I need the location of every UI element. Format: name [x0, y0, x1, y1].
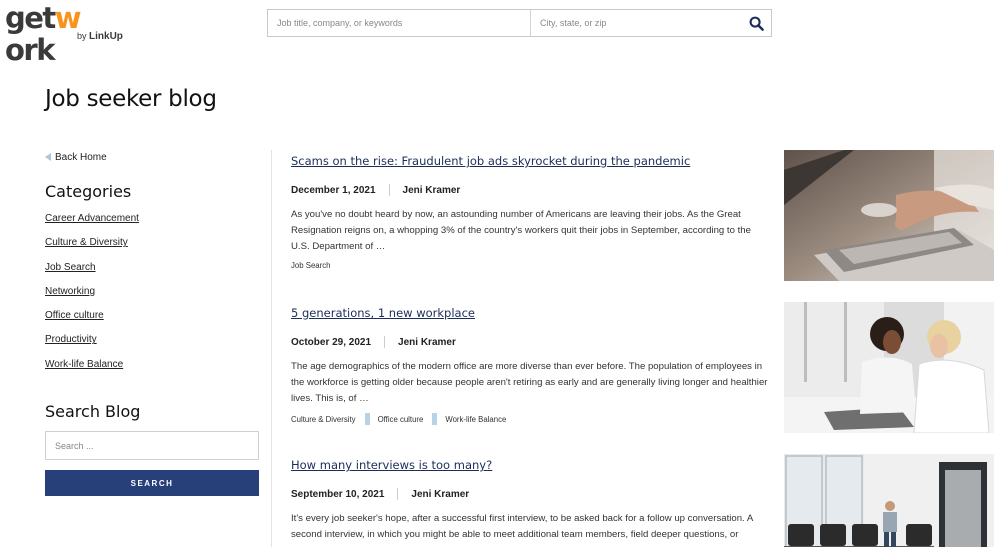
job-search-bar — [267, 9, 772, 37]
post-title-link[interactable]: Scams on the rise: Fraudulent job ads skyrocket during the pandemic — [291, 154, 691, 168]
post-meta — [291, 184, 771, 196]
post-thumbnail-laptop[interactable] — [784, 150, 994, 281]
post-excerpt: As you've no doubt heard by now, an astounding number of Americans are leaving their jobs. As the Great Resignation reigns on, a whopping 3% of the country's workers quit their jobs in September, according to the U.S. Department of … — [291, 209, 751, 252]
keywords-input[interactable] — [268, 10, 531, 36]
logo-wordmark: getwork — [5, 1, 81, 67]
post-author: Jeni Kramer — [398, 336, 456, 348]
category-link-career-advancement[interactable]: Career Advancement — [45, 213, 139, 224]
blog-sidebar — [45, 150, 260, 496]
post-title-link[interactable]: How many interviews is too many? — [291, 458, 493, 472]
post-tag-link[interactable]: Job Search — [291, 261, 331, 270]
post-tags — [291, 261, 771, 270]
category-link-office-culture[interactable]: Office culture — [45, 310, 104, 322]
meta-separator — [397, 488, 398, 500]
post-excerpt: It's every job seeker's hope, after a successful first interview, to be asked back for a follow up conversation. A second interview, in which you might be able to meet additional team members, field deeper questions, or — [291, 513, 753, 540]
blog-search-input[interactable] — [45, 431, 259, 460]
post-tag-link[interactable]: Office culture — [377, 414, 424, 424]
post-date: October 29, 2021 — [291, 336, 372, 348]
tag-separator — [432, 413, 437, 425]
blog-post-3 — [291, 458, 771, 543]
post-tag-link[interactable]: Culture & Diversity — [291, 414, 356, 424]
search-icon — [749, 16, 764, 31]
post-meta — [291, 336, 771, 348]
logo-byline: by LinkUp — [77, 31, 123, 42]
back-home-link[interactable] — [45, 150, 260, 164]
waiting-room-image — [784, 454, 994, 547]
laptop-typing-image — [784, 150, 994, 281]
blog-search-button[interactable]: SEARCH — [45, 470, 259, 496]
category-link-networking[interactable]: Networking — [45, 285, 96, 297]
post-tag-link[interactable]: Work-life Balance — [445, 414, 507, 424]
women-at-desk-image — [784, 302, 994, 433]
blog-post-1 — [291, 154, 771, 270]
tag-separator — [365, 413, 370, 425]
category-link-productivity[interactable]: Productivity — [45, 334, 97, 346]
categories-list — [45, 214, 260, 384]
back-home-label: Back Home — [55, 151, 107, 163]
post-meta — [291, 488, 771, 500]
categories-heading: Categories — [45, 182, 132, 201]
post-date: September 10, 2021 — [291, 488, 385, 500]
category-link-culture-diversity[interactable]: Culture & Diversity — [45, 237, 128, 249]
getwork-logo[interactable] — [5, 1, 125, 67]
post-author: Jeni Kramer — [411, 488, 470, 500]
meta-separator — [384, 336, 385, 348]
category-link-work-life-balance[interactable]: Work-life Balance — [45, 358, 124, 370]
post-excerpt: The age demographics of the modern office are more diverse than ever before. The population of employees in the workforce is getting older because people aren't retiring as early and are generally living longer and healthier lives. This is, of … — [291, 361, 768, 404]
meta-separator — [389, 184, 390, 196]
post-thumbnail-workplace[interactable] — [784, 302, 994, 433]
location-input[interactable] — [531, 10, 741, 36]
post-date: December 1, 2021 — [291, 184, 376, 196]
post-tags — [291, 413, 771, 425]
back-arrow-icon — [45, 153, 51, 161]
page-title: Job seeker blog — [45, 86, 217, 112]
post-thumbnail-interview[interactable] — [784, 454, 994, 547]
blog-post-2 — [291, 306, 771, 425]
post-author: Jeni Kramer — [402, 184, 461, 196]
search-blog-heading: Search Blog — [45, 402, 141, 422]
category-link-job-search[interactable]: Job Search — [45, 261, 96, 273]
job-search-button[interactable] — [741, 10, 771, 36]
column-divider — [271, 150, 272, 547]
post-title-link[interactable]: 5 generations, 1 new workplace — [291, 306, 475, 320]
